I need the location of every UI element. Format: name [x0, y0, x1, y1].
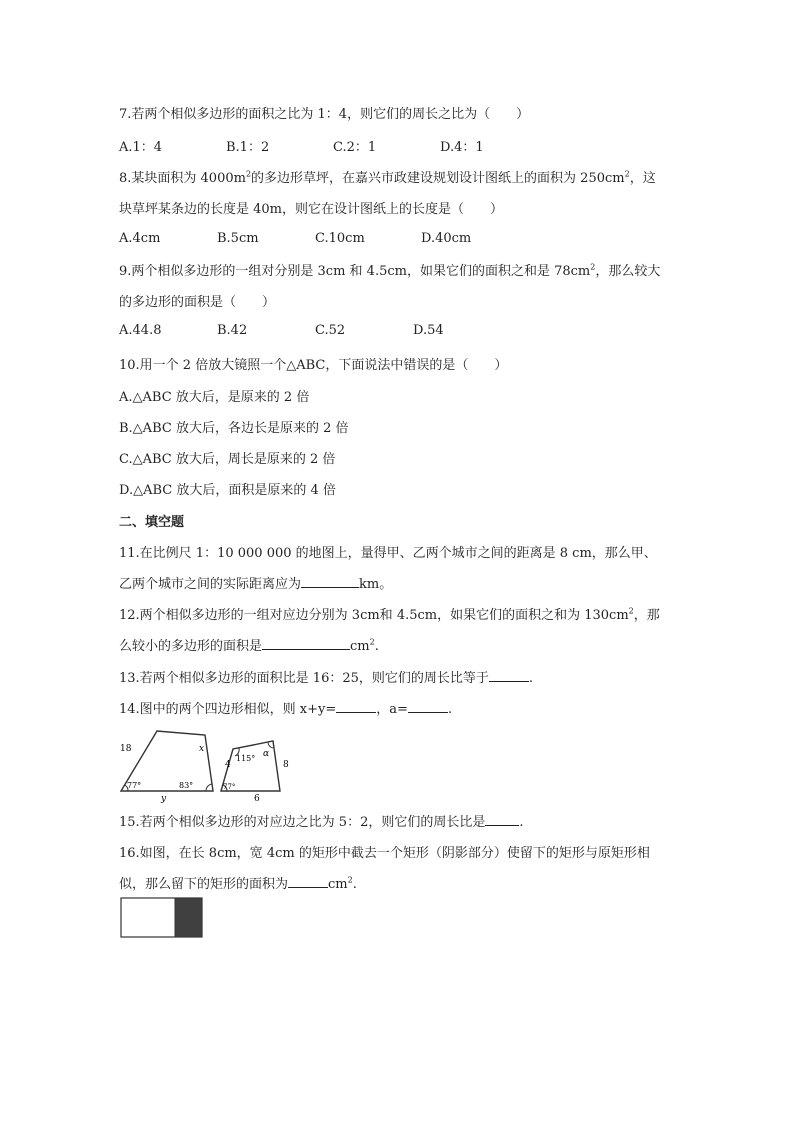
option-d: D.△ABC 放大后，面积是原来的 4 倍 [119, 483, 336, 498]
similar-quadrilaterals-figure [117, 729, 297, 804]
label-y: y [161, 794, 167, 804]
label-6: 6 [254, 794, 260, 804]
option-b: B.△ABC 放大后，各边长是原来的 2 倍 [119, 421, 349, 436]
answer-blank[interactable] [336, 700, 376, 713]
angle-label-115: 115° [236, 754, 256, 763]
option-d: D.40cm [421, 231, 472, 246]
question-11-line-2: 乙两个城市之间的实际距离应为 km。 [119, 577, 393, 592]
answer-blank[interactable] [489, 669, 529, 682]
question-7-stem: 7.若两个相似多边形的面积之比为 1：4，则它们的周长之比为（ ） [119, 107, 530, 122]
angle-label-77-small: 77° [223, 783, 236, 791]
label-4: 4 [225, 760, 231, 770]
option-b: B.1：2 [226, 140, 270, 155]
option-c: C.2：1 [333, 140, 377, 155]
shaded-rectangle [175, 898, 202, 937]
angle-label-alpha: α [263, 749, 270, 759]
option-a: A.△ABC 放大后，是原来的 2 倍 [119, 390, 310, 405]
question-9-line-1: 9.两个相似多边形的一组对分别是 3cm 和 4.5cm，如果它们的面积之和是 $78cm^2$，那么较大 [119, 262, 661, 279]
answer-blank[interactable] [301, 575, 359, 588]
question-12-line-2: 么较小的多边形的面积是 $cm^2$. [119, 637, 379, 654]
section-heading: 二、填空题 [119, 515, 185, 530]
question-13: 13.若两个相似多边形的面积比是 16：25，则它们的周长比等于 . [119, 671, 534, 686]
option-d: D.54 [413, 323, 444, 338]
answer-blank[interactable] [288, 875, 328, 888]
answer-blank[interactable] [408, 700, 448, 713]
rectangle-figure [120, 897, 204, 939]
angle-arc [206, 784, 212, 791]
label-18: 18 [120, 744, 132, 754]
answer-blank[interactable] [485, 813, 519, 826]
question-14: 14.图中的两个四边形相似，则 x+y= ，a= . [119, 702, 453, 717]
option-c: C.52 [315, 323, 346, 338]
question-12-line-1: 12.两个相似多边形的一组对应边分别为 3cm和 4.5cm，如果它们的面积之和为 $130cm^2$，那 [119, 606, 660, 623]
question-9-line-2: 的多边形的面积是（ ） [119, 295, 276, 310]
angle-label-77: 77° [127, 781, 142, 790]
label-x: x [199, 744, 205, 754]
option-d: D.4：1 [440, 140, 484, 155]
question-15: 15.若两个相似多边形的对应边之比为 5：2，则它们的周长比是 . [119, 815, 524, 830]
answer-blank[interactable] [262, 637, 350, 650]
question-16-line-2: 似，那么留下的矩形的面积为 $cm^2$. [119, 875, 357, 892]
option-a: A.1：4 [119, 140, 163, 155]
angle-label-83: 83° [179, 781, 194, 790]
option-b: B.5cm [217, 231, 259, 246]
question-8-line-2: 块草坪某条边的长度是 40m，则它在设计图纸上的长度是（ ） [119, 202, 504, 217]
question-8-line-1: 8.某块面积为 $4000m^2$的多边形草坪，在嘉兴市政建设规划设计图纸上的面积为 $250cm^2$，这 [119, 169, 656, 186]
option-a: A.4cm [119, 231, 161, 246]
angle-arc [268, 742, 273, 748]
question-10-stem: 10.用一个 2 倍放大镜照一个△ABC，下面说法中错误的是（ ） [119, 358, 508, 373]
option-a: A.44.8 [119, 323, 162, 338]
label-8: 8 [283, 760, 289, 770]
option-c: C.△ABC 放大后，周长是原来的 2 倍 [119, 452, 336, 467]
option-c: C.10cm [315, 231, 365, 246]
option-b: B.42 [217, 323, 248, 338]
question-11-line-1: 11.在比例尺 1：10 000 000 的地图上，量得甲、乙两个城市之间的距离是 8 cm，那么甲、 [119, 546, 657, 561]
question-16-line-1: 16.如图，在长 8cm，宽 4cm 的矩形中截去一个矩形（阴影部分）使留下的矩形与原矩形相 [119, 846, 650, 861]
